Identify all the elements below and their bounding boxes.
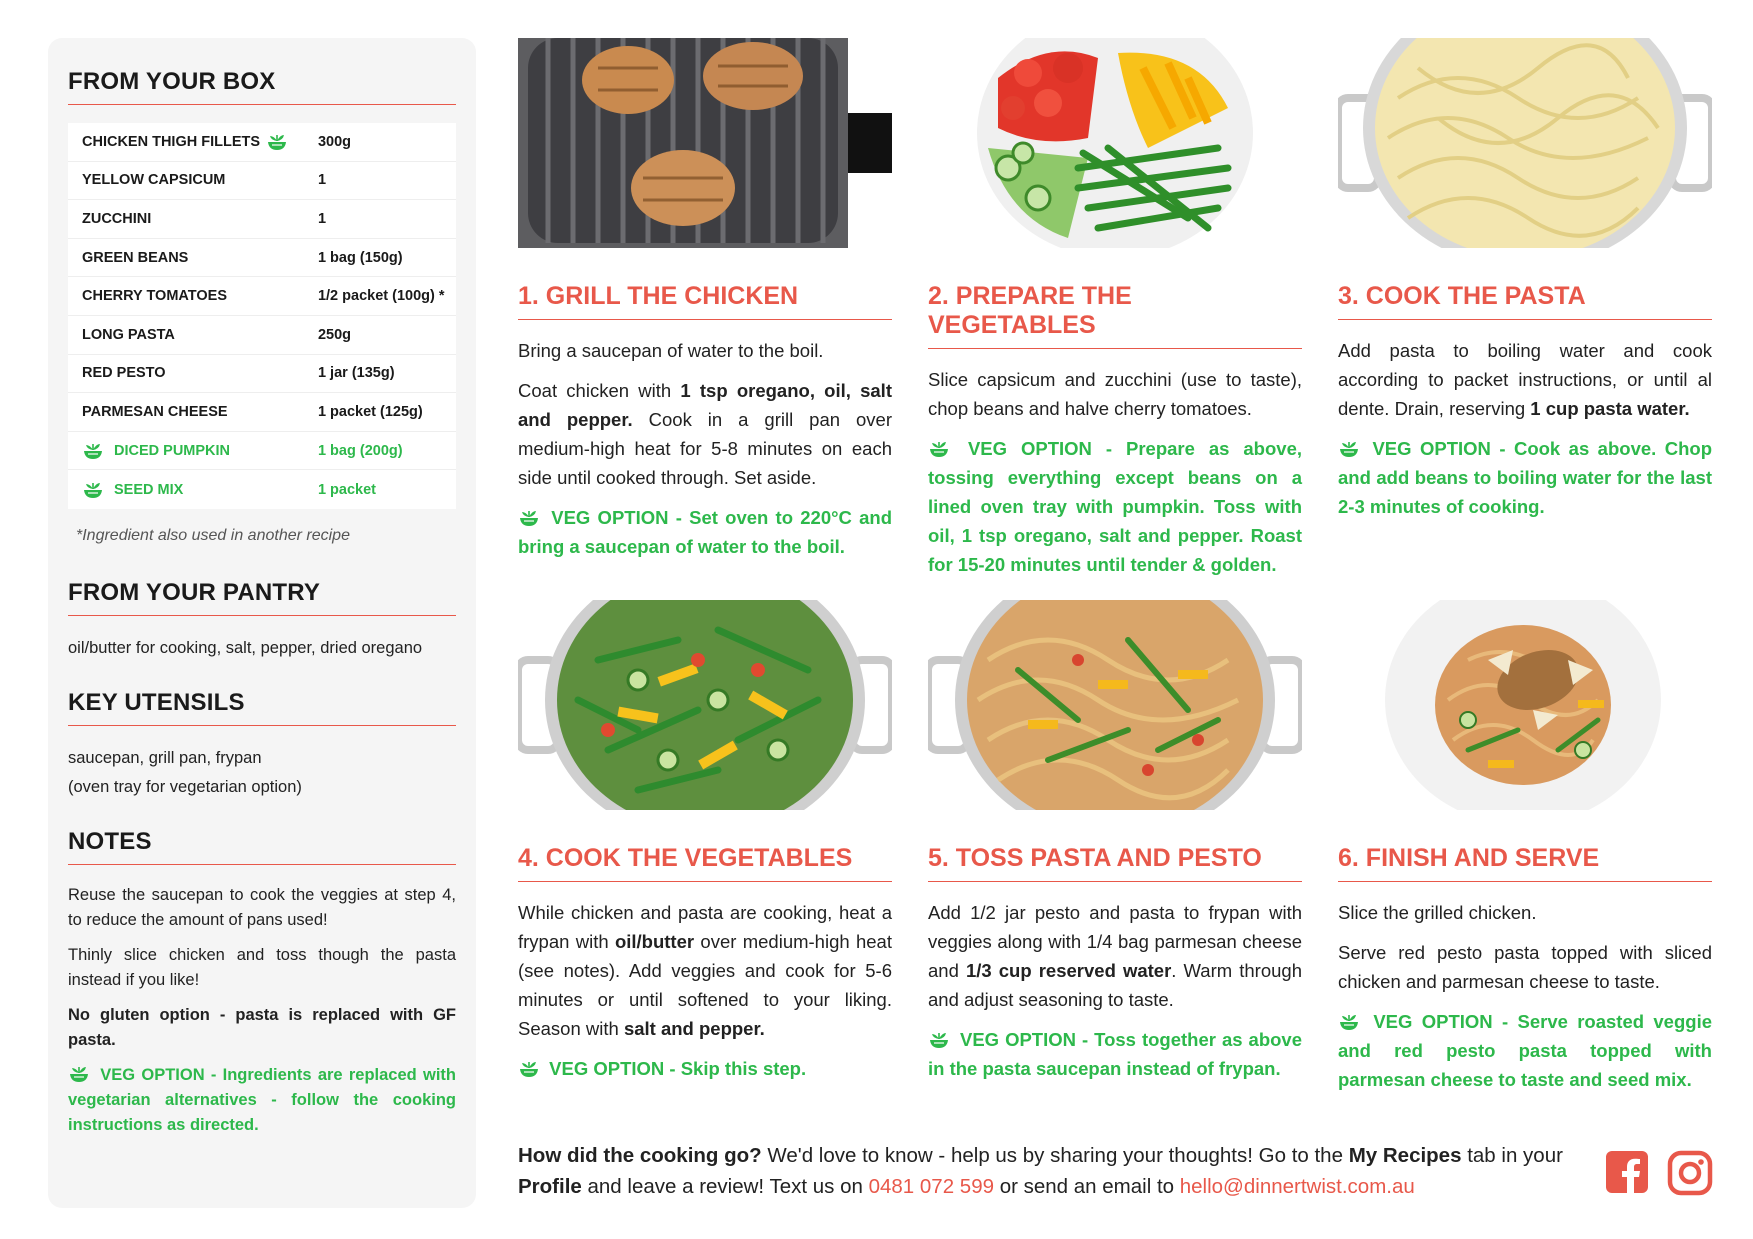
leaf-bowl-icon	[518, 1060, 540, 1078]
step-2-title: 2. PREPARE THE VEGETABLES	[928, 282, 1302, 349]
pasta-pesto-photo	[928, 600, 1302, 810]
ingredient-name	[82, 442, 318, 460]
note-2: Thinly slice chicken and toss though the pasta instead if you like!	[68, 945, 456, 989]
ingredient-row	[68, 162, 456, 201]
veg-option-icon-slot	[928, 1029, 960, 1050]
step-5-text-1: Add 1/2 jar pesto and pasta to frypan with veggies along with 1/4 bag parmesan cheese and 1/3 cup reserved water. Warm through and adjust seasoning to taste.	[928, 902, 1302, 1010]
from-your-box-title: FROM YOUR BOX	[68, 68, 456, 105]
step-6-title: 6. FINISH AND SERVE	[1338, 844, 1712, 882]
ingredients-table	[68, 123, 456, 509]
ingredient-qty: 1 bag (150g)	[317, 249, 403, 266]
step-2-veg-option: VEG OPTION - Prepare as above, tossing everything except beans on a lined oven tray with pumpkin. Toss with oil, 1 tsp oregano, salt and pepper. Roast for 15-20 minutes until tender & golden.	[928, 438, 1302, 575]
ingredient-name	[82, 481, 318, 499]
ingredient-row	[68, 239, 456, 278]
step-4-text-1: While chicken and pasta are cooking, heat a frypan with oil/butter over medium-high heat (see notes). Add veggies and cook for 5-6 minutes or until softened to your liking. Season with salt and pepper.	[518, 902, 892, 1039]
step-3-veg-option: VEG OPTION - Cook as above. Chop and add beans to boiling water for the last 2-3 minutes of cooking.	[1338, 438, 1712, 517]
step-5-veg-option: VEG OPTION - Toss together as above in the pasta saucepan instead of frypan.	[928, 1029, 1302, 1079]
leaf-bowl-icon	[266, 133, 288, 151]
step-6-text-1: Slice the grilled chicken.	[1338, 902, 1537, 923]
step-1-text-1: Bring a saucepan of water to the boil.	[518, 340, 824, 361]
step-2-text-1: Slice capsicum and zucchini (use to taste), chop beans and halve cherry tomatoes.	[928, 369, 1302, 419]
facebook-icon[interactable]	[1605, 1150, 1649, 1201]
grilled-chicken-photo	[518, 38, 892, 248]
veg-option-icon-slot	[1338, 438, 1372, 459]
utensils-line-2: (oven tray for vegetarian option)	[68, 777, 302, 796]
ingredient-name-text: PARMESAN CHEESE	[82, 403, 228, 420]
leaf-bowl-icon	[1338, 1013, 1360, 1031]
pantry-text: oil/butter for cooking, salt, pepper, dried oregano	[68, 638, 423, 657]
ingredient-name-text: LONG PASTA	[82, 326, 175, 343]
review-footer: How did the cooking go? We'd love to know - help us by sharing your thoughts! Go to the My Recipes tab in your Profile and leave a review! Text us on 0481 072 599 or send an email to hello@dinnertwist.com.au	[518, 1144, 1563, 1198]
ingredient-qty: 1 jar (135g)	[317, 365, 395, 382]
ingredient-name-text: YELLOW CAPSICUM	[82, 172, 226, 189]
leaf-bowl-icon	[82, 442, 104, 460]
footer-question: How did the cooking go?	[518, 1144, 762, 1167]
ingredient-row	[68, 393, 456, 432]
step-5	[928, 600, 1302, 1094]
step-1-title: 1. GRILL THE CHICKEN	[518, 282, 892, 320]
ingredient-qty: 1	[317, 172, 327, 189]
leaf-bowl-icon	[928, 1031, 950, 1049]
ingredient-qty: 1	[317, 210, 327, 227]
veg-option-icon-slot	[518, 1058, 549, 1079]
leaf-bowl-icon	[928, 440, 950, 458]
step-1	[518, 38, 892, 572]
instagram-icon[interactable]	[1667, 1150, 1713, 1201]
ingredient-name-text: DICED PUMPKIN	[114, 442, 231, 459]
note-1: Reuse the saucepan to cook the veggies at step 4, to reduce the amount of pans used!	[68, 885, 456, 929]
ingredient-qty: 250g	[317, 326, 352, 343]
utensils-section	[68, 689, 456, 802]
ingredient-name-text: RED PESTO	[82, 365, 166, 382]
step-5-title: 5. TOSS PASTA AND PESTO	[928, 844, 1302, 882]
step-6-veg-option: VEG OPTION - Serve roasted veggie and red pesto pasta topped with parmesan cheese to taste and seed mix.	[1338, 1011, 1712, 1090]
step-1-veg-option: VEG OPTION - Set oven to 220°C and bring a saucepan of water to the boil.	[518, 507, 893, 557]
ingredient-name	[82, 211, 318, 227]
leaf-bowl-icon	[82, 481, 104, 499]
ingredient-name	[82, 172, 318, 188]
note-veg-text: VEG OPTION - Ingredients are replaced with vegetarian alternatives - follow the cooking instructions as directed.	[68, 1065, 456, 1134]
ingredient-name-text: GREEN BEANS	[82, 249, 189, 266]
ingredient-name	[82, 365, 318, 381]
step-6-text-2: Serve red pesto pasta topped with sliced chicken and parmesan cheese to taste.	[1338, 942, 1712, 992]
veg-option-icon-slot	[518, 507, 551, 528]
step-6	[1338, 600, 1712, 1105]
step-4-title: 4. COOK THE VEGETABLES	[518, 844, 892, 882]
ingredient-name-text: CHICKEN THIGH FILLETS	[82, 133, 261, 150]
prepared-vegetables-photo	[928, 38, 1302, 248]
pantry-section	[68, 579, 456, 663]
ingredient-row	[68, 277, 456, 316]
veg-option-icon-slot	[68, 1066, 100, 1084]
finished-dish-photo	[1338, 600, 1712, 810]
profile-link[interactable]: Profile	[518, 1175, 582, 1198]
step-4	[518, 600, 892, 1094]
step-4-veg-option: VEG OPTION - Skip this step.	[518, 1054, 892, 1083]
utensils-title: KEY UTENSILS	[68, 689, 456, 726]
note-veg	[68, 1063, 456, 1138]
ingredient-row	[68, 355, 456, 394]
leaf-bowl-icon	[1338, 440, 1360, 458]
email-link[interactable]: hello@dinnertwist.com.au	[1179, 1175, 1415, 1198]
ingredient-row	[68, 432, 456, 471]
ingredient-name	[82, 250, 318, 266]
notes-title: NOTES	[68, 828, 456, 865]
ingredient-qty: 300g	[317, 133, 352, 150]
cooking-vegetables-photo	[518, 600, 892, 810]
ingredient-name	[82, 327, 318, 343]
ingredient-qty: 1 bag (200g)	[317, 442, 403, 459]
ingredient-row	[68, 200, 456, 239]
notes-section	[68, 828, 456, 1138]
ingredient-row	[68, 316, 456, 355]
ingredient-name	[82, 288, 318, 304]
ingredient-name-text: SEED MIX	[114, 481, 184, 498]
note-gluten: No gluten option - pasta is replaced with GF pasta.	[68, 1005, 456, 1049]
step-3	[1338, 38, 1712, 532]
veg-option-icon-slot	[928, 438, 968, 459]
pantry-title: FROM YOUR PANTRY	[68, 579, 456, 616]
ingredient-name-text: ZUCCHINI	[82, 210, 152, 227]
cooked-pasta-photo	[1338, 38, 1712, 248]
ingredient-qty: 1 packet	[317, 481, 377, 498]
ingredients-sidebar	[48, 38, 476, 1208]
ingredient-row	[68, 470, 456, 509]
utensils-line-1: saucepan, grill pan, frypan	[68, 748, 262, 767]
step-3-title: 3. COOK THE PASTA	[1338, 282, 1712, 320]
ingredients-footnote: *Ingredient also used in another recipe	[76, 526, 350, 544]
veg-option-icon-slot	[1338, 1011, 1373, 1032]
step-1-text-2: Coat chicken with 1 tsp oregano, oil, salt and pepper. Cook in a grill pan over medium-high heat for 5-8 minutes on each side until cooked through. Set aside.	[518, 380, 893, 488]
ingredient-qty: 1 packet (125g)	[317, 403, 423, 420]
ingredient-qty: 1/2 packet (100g) *	[317, 288, 445, 305]
phone-link[interactable]: 0481 072 599	[868, 1175, 994, 1198]
leaf-bowl-icon	[68, 1065, 90, 1083]
my-recipes-link[interactable]: My Recipes	[1348, 1144, 1462, 1167]
ingredient-row	[68, 123, 456, 162]
ingredient-name	[82, 133, 318, 151]
social-links	[1605, 1150, 1713, 1201]
step-2	[928, 38, 1302, 590]
ingredient-name	[82, 404, 318, 420]
ingredient-name-text: CHERRY TOMATOES	[82, 288, 228, 305]
leaf-bowl-icon	[518, 509, 540, 527]
step-3-text-1: Add pasta to boiling water and cook according to packet instructions, or until al dente. Drain, reserving 1 cup pasta water.	[1338, 340, 1712, 419]
